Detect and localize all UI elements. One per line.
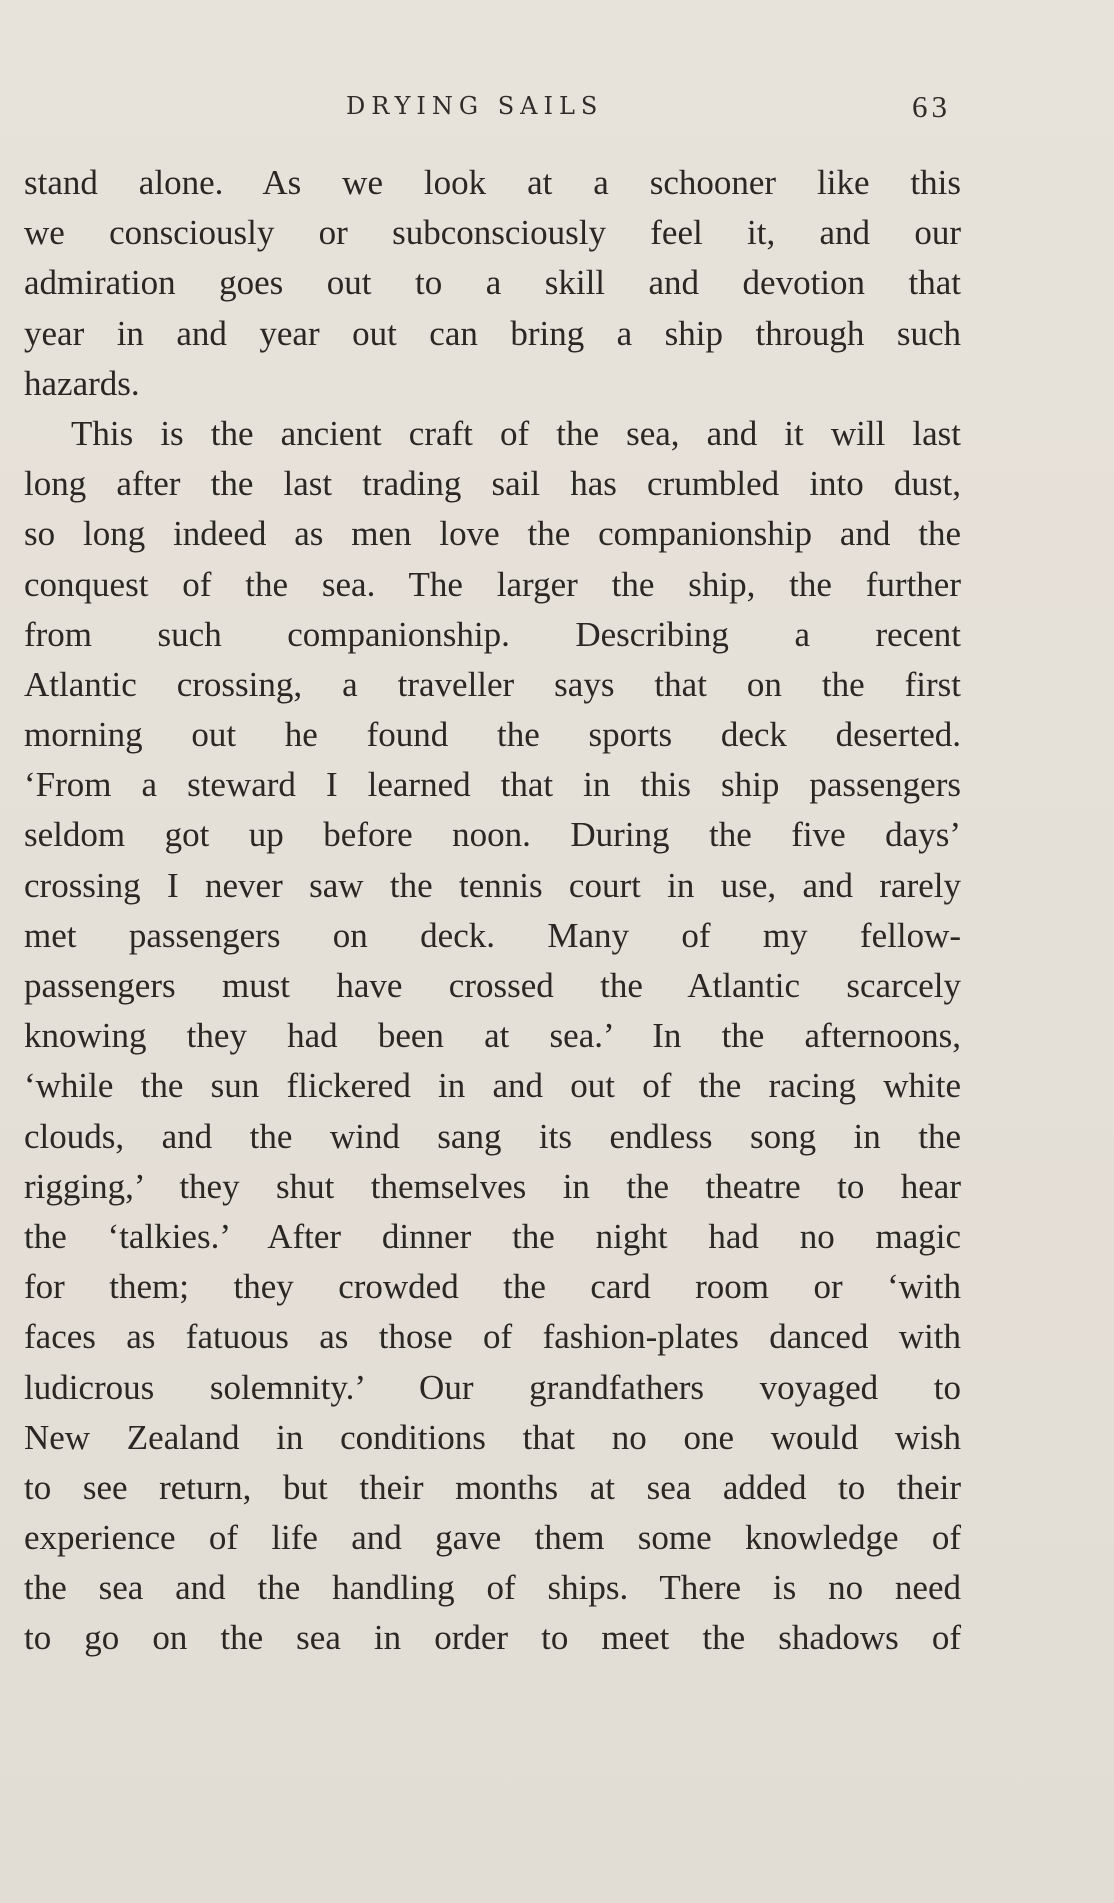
text-line: for them; they crowded the card room or ‘with	[24, 1267, 961, 1307]
text-line: so long indeed as men love the companionship and the	[24, 514, 961, 554]
text-line: the ‘talkies.’ After dinner the night had no magic	[24, 1216, 961, 1256]
page-number: 63	[912, 89, 951, 124]
text-line: ‘while the sun flickered in and out of the racing white	[24, 1066, 961, 1106]
text-line: conquest of the sea. The larger the ship, the further	[24, 564, 961, 604]
text-line: faces as fatuous as those of fashion-plates danced with	[24, 1317, 961, 1357]
text-line: the sea and the handling of ships. There is no need	[24, 1568, 961, 1608]
text-line: long after the last trading sail has crumbled into dust,	[24, 464, 961, 504]
text-line: stand alone. As we look at a schooner like this	[24, 163, 961, 202]
text-line: hazards.	[24, 363, 140, 403]
text-line: New Zealand in conditions that no one would wish	[24, 1417, 961, 1457]
text-line: knowing they had been at sea.’ In the afternoons,	[24, 1016, 961, 1056]
text-line: ludicrous solemnity.’ Our grandfathers voyaged to	[24, 1367, 961, 1407]
text-line: ‘From a steward I learned that in this ship passengers	[24, 765, 961, 805]
running-title: DRYING SAILS	[346, 92, 604, 120]
text-line: admiration goes out to a skill and devotion that	[24, 263, 961, 303]
running-head	[0, 89, 1114, 132]
text-line: experience of life and gave them some knowledge of	[24, 1518, 961, 1558]
text-line: we consciously or subconsciously feel it, and our	[24, 213, 961, 253]
text-line: passengers must have crossed the Atlantic scarcely	[24, 966, 961, 1005]
text-line: Atlantic crossing, a traveller says that on the first	[24, 664, 961, 704]
text-line: This is the ancient craft of the sea, and it will last	[71, 413, 961, 453]
text-line: crossing I never saw the tennis court in use, and rarely	[24, 865, 961, 905]
body-text	[24, 158, 961, 1664]
text-line: morning out he found the sports deck deserted.	[24, 715, 961, 755]
text-line: seldom got up before noon. During the five days’	[24, 815, 961, 855]
text-line: clouds, and the wind sang its endless song in the	[24, 1116, 961, 1156]
text-line: from such companionship. Describing a recent	[24, 614, 961, 654]
text-line: rigging,’ they shut themselves in the theatre to hear	[24, 1166, 961, 1206]
text-line: to see return, but their months at sea added to their	[24, 1467, 961, 1507]
text-line: to go on the sea in order to meet the shadows of	[24, 1618, 961, 1658]
text-line: met passengers on deck. Many of my fellow-	[24, 915, 961, 955]
text-line: year in and year out can bring a ship through such	[24, 313, 961, 353]
